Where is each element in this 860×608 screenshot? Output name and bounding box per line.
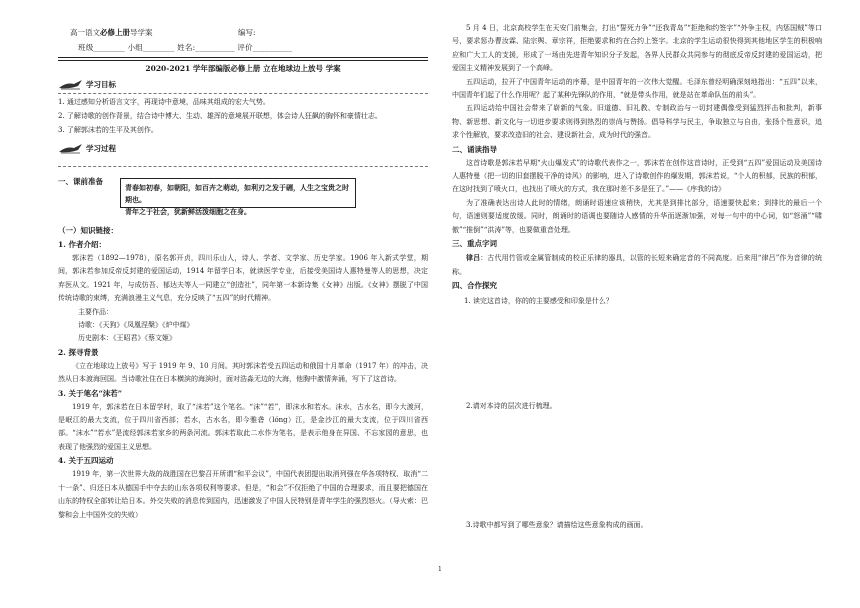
pen-name-paragraph: 1919 年，郭沫若在日本留学时，取了“沫若”这个笔名。“沫”“若”，即沫水和若水。沫水，古水名，即今大渡河，是岷江的最大支流，位于四川省西部；若水，古水名，即今雅砻（lóng）江，是金沙江的最大支流，位于四川省西部。“沫水”“若水”是流经郭沫若家乡的两条河流。郭沫若取此二水作为笔名，是表示他身在异国、不忘家园的意思，也表现了他强烈的爱国主义思想。 — [58, 402, 428, 451]
keyword-paragraph — [452, 251, 822, 279]
process-divider — [58, 166, 428, 167]
header-rule-thin — [58, 60, 428, 61]
right-column — [452, 22, 822, 308]
goals-heading-label: 学习目标 — [86, 80, 116, 89]
document-title: 2020-2021 学年部编版必修上册 立在地球边上放号 学案 — [145, 64, 341, 73]
may-fourth-cont-2: 五四运动，拉开了中国青年运动的序幕，是中国青年的一次伟大觉醒。毛泽东曾经明确深刻地指出：“五四”以来，中国青年们起了什么作用呢？起了某种先锋队的作用，“就是带头作用，就是站在革命队伍的前头”。 — [452, 77, 822, 100]
author-paragraph: 郭沫若（1892—1978），原名郭开贞，四川乐山人，诗人、学者、文学家、历史学家。1906 年入新式学堂，期间，郭沫若参加反帝反封建的爱国运动，1914 年留学日本，就读医学专业，后接受美国诗人惠特曼等人的思想，决定弃医从文。1921 年，与成仿吾、郁达夫等人一同建立“创造社”，同年第一本新诗集《女神》出版。《女神》摆脱了中国传统诗歌的束缚，充满浪漫主义气息，充分反映了“五四”的时代精神。 — [58, 254, 428, 303]
process-heading — [58, 142, 116, 154]
pen-icon — [58, 142, 84, 154]
reading-heading: 二、诵读指导 — [452, 144, 497, 154]
quote-line-2: 青年之于社会，犹新鲜活泼细胞之在身。 — [125, 207, 251, 216]
question-1: 1. 读完这首诗，你的的主要感受和印象是什么？ — [464, 296, 613, 305]
keyword-heading: 三、重点字词 — [452, 239, 497, 249]
author-heading: 1. 作者介绍： — [58, 240, 106, 249]
explore-heading: 四、合作探究 — [452, 280, 497, 290]
goal-item-2: 2. 了解诗歌的创作背景，结合诗中博大、生动、雄浑的意境展开联想，体会诗人狂飙的胸怀和豪情壮志。 — [58, 112, 382, 120]
prep-heading: 一、课前准备 — [58, 177, 103, 186]
reading-paragraph-2: 为了准确表达出诗人此时的情绪，朗诵时语速应该稍快，尤其是到排比部分，语速要快起来；到排比的最后一个句，语速则要适度放缓。同时，朗诵时的语调也要随诗人感情的升华而逐渐加强，对每一句中的中心词，如“怒涌”“啸傲”“推倒”“洪涛”等，也要做重音处理。 — [452, 198, 822, 234]
may-fourth-heading: 4. 关于五四运动 — [58, 456, 114, 466]
header-rule-thick — [58, 57, 428, 58]
quote-box — [120, 178, 356, 216]
background-paragraph: 《立在地球边上放号》写于 1919 年 9、10 月间。其时郭沫若受五四运动和俄国十月革命（1917 年）的冲击，决然从日本渡海回国。当诗歌社住在日本横滨的海滨时，面对浩淼无边的大海，他胸中激情奔涌，写下了这首诗。 — [58, 361, 428, 384]
keyword-definition: ：古代用竹管或金属管制成的校正乐律的器具，以管的长短来确定音的不同高度。后来用“律吕”作为音律的统称。 — [452, 254, 823, 276]
may-fourth-paragraph: 1919 年，第一次世界大战的战胜国在巴黎召开所谓“和平会议”，中国代表团提出取消列强在华各项特权、取消“二十一条”、归还日本从德国手中夺去的山东各项权利等要求。但是，“和会”不仅拒绝了中国的合理要求，而且要把德国在山东的特权全部转让给日本。外交失败的消息传到国内，迅速激发了中国人民特别是青年学生的强烈怒火。（导火索：巴黎和会上中国外交的失败） — [58, 470, 428, 519]
title-prefix: 高一语文 — [70, 28, 100, 37]
background-heading: 2. 探寻背景 — [58, 347, 99, 357]
goals-heading — [58, 78, 116, 90]
process-heading-label: 学习过程 — [86, 144, 116, 153]
quote-line-1: 青春如初春，如朝阳，如百卉之萌动，如利刃之发于硎，人生之宝贵之时期也。 — [125, 183, 349, 204]
works-poetry: 诗歌：《天狗》《凤凰涅槃》《炉中煤》 — [78, 321, 194, 330]
pen-name-heading: 3. 关于笔名“沫若” — [58, 388, 123, 398]
knowledge-heading: （一）知识链接： — [58, 226, 118, 235]
may-fourth-cont-1: 5 月 4 日，北京高校学生在天安门前集会，打出“誓死力争”“还我青岛”“拒绝和约签字”“外争主权，内惩国贼”等口号，要求惩办曹汝霖、陆宗舆、章宗祥，拒绝要求和约在合约上签字。北京的学生运动很快得到其他地区学生的积极响应和广大工人的支援，形成了一场由先进青年知识分子发起，各界人民群众共同参与的彻底反帝反封建的爱国运动，把爱国主义精神发展到了一个高峰。 — [452, 24, 822, 73]
reading-paragraph-1: 这首诗歌是郭沫若早期“火山爆发式”的诗歌代表作之一，郭沫若在创作这首诗时，正受到“五四”爱国运动及美国诗人惠特曼（把一切的旧套摆脱干净的诗风）的影响，进入了诗歌创作的爆发期，郭沫若说，“个人的积郁，民族的积郁，在这时找到了喷火口，也找出了喷火的方式，我在那时差不多是狂了。”——《序我的诗》 — [452, 158, 822, 194]
may-fourth-cont-3: 五四运动给中国社会带来了崭新的气象。旧道德、旧礼教、专制政治与一切封建偶像受到猛烈抨击和批判，新事物、新思想、新文化与一切进步要求则得到热烈的崇尚与赞扬。倡导科学与民主，争取独立与自由，张扬个性意识，追求个性解放，要求改造旧的社会、建设新社会，成为时代的强音。 — [452, 104, 822, 140]
keyword-term: 律吕 — [466, 253, 481, 263]
question-3: 3.诗歌中都写到了哪些意象？请描绘这些意象构成的画面。 — [466, 521, 648, 529]
student-info-fields: 班级________ 小组________ 姓名:__________ 评价__________ — [78, 43, 293, 52]
pen-icon — [58, 78, 84, 90]
title-bold: 必修上册 — [100, 28, 130, 37]
knowledge-section — [58, 224, 428, 522]
goal-item-1: 1. 通过感知分析语言文字，再现诗中意境，品味其组成的宏大气势。 — [58, 98, 270, 106]
header-title — [70, 27, 153, 38]
goal-item-3: 3. 了解郭沫若的生平及其创作。 — [58, 126, 158, 134]
works-heading: 主要作品： — [78, 307, 113, 316]
editor-label: 编写: — [238, 28, 256, 37]
works-drama: 历史剧本：《王昭君》《蔡文姬》 — [78, 334, 176, 343]
page-number: 1 — [438, 566, 442, 573]
title-suffix: 导学案 — [130, 28, 153, 37]
goals-divider — [58, 93, 428, 94]
question-2: 2.请对本诗的层次进行梳理。 — [466, 402, 557, 410]
